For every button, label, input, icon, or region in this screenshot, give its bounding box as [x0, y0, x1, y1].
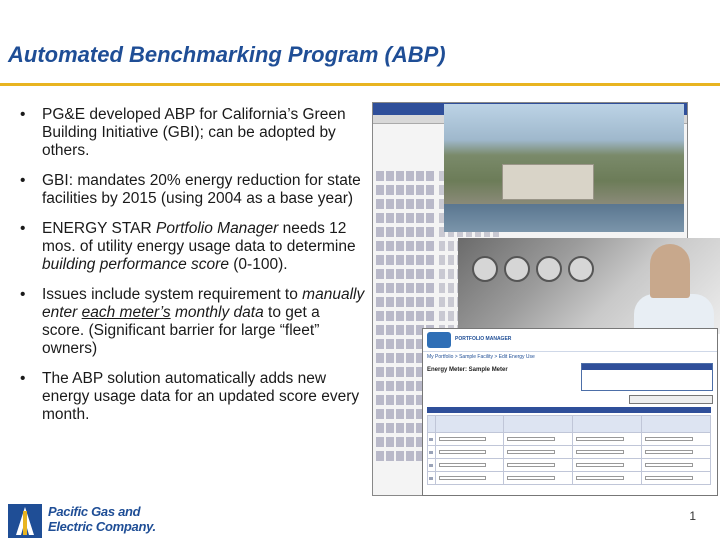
- bullet-segment: Issues include system requirement to: [42, 286, 303, 303]
- bullet-segment: to get a score. (Significant barrier for large “fleet” owners): [42, 304, 320, 357]
- bullet-segment: Portfolio Manager: [155, 220, 279, 237]
- bullet-dot-icon: •: [20, 172, 26, 189]
- bullet-segment: monthly data: [170, 304, 264, 321]
- bullet-text: [42, 286, 364, 357]
- energy-star-logo-icon: [427, 332, 451, 348]
- bullet-segment: needs 12 mos. of utility energy usage data to determine: [42, 220, 356, 255]
- bullet-text: [42, 220, 356, 273]
- bullet-dot-icon: •: [20, 370, 26, 387]
- meter-info-box: [581, 363, 713, 391]
- bullet-item: [20, 106, 365, 160]
- meter-dial-icon: [568, 256, 594, 282]
- bay-water: [444, 204, 684, 232]
- bullet-segment: manually: [302, 286, 365, 303]
- bullet-segment: The ABP solution automatically adds new energy usage data for an updated score every month.: [42, 370, 360, 423]
- breadcrumb: My Portfolio > Sample Facility > Edit Energy Use: [427, 354, 535, 360]
- pge-company-name: [48, 504, 156, 534]
- screenshot-collage: [372, 102, 720, 494]
- bullet-item: [20, 220, 365, 274]
- bullet-segment: ENERGY STAR: [42, 220, 156, 237]
- energy-use-table: [427, 415, 711, 485]
- pge-name-line1: Pacific Gas and: [48, 504, 141, 519]
- bullet-segment: enter: [42, 304, 82, 321]
- bullet-segment: each meter’s: [81, 304, 171, 321]
- meter-dial-icon: [472, 256, 498, 282]
- bullet-dot-icon: •: [20, 220, 26, 237]
- bullet-item: [20, 286, 365, 358]
- bullet-item: [20, 172, 365, 208]
- meter-technician-photo: [458, 238, 720, 334]
- bullet-item: [20, 370, 365, 424]
- meter-title: Energy Meter: Sample Meter: [427, 367, 508, 373]
- pge-name-line2: Electric Company.: [48, 519, 156, 534]
- portfolio-manager-label: PORTFOLIO MANAGER: [455, 336, 512, 342]
- pge-logo: [8, 502, 158, 538]
- title-divider: [0, 83, 720, 86]
- bullet-dot-icon: •: [20, 286, 26, 303]
- bullet-segment: PG&E developed ABP for California’s Green Building Initiative (GBI); can be adopted by others.: [42, 106, 346, 159]
- portfolio-manager-screenshot: [422, 328, 718, 496]
- meter-dial-icon: [536, 256, 562, 282]
- page-number: 1: [689, 509, 696, 523]
- bullet-segment: (0-100).: [228, 256, 288, 273]
- aerial-facility-photo: [444, 104, 684, 232]
- meter-dial-icon: [504, 256, 530, 282]
- pge-logo-icon: [8, 504, 42, 538]
- bullet-text: [42, 172, 361, 207]
- slide-title: Automated Benchmarking Program (ABP): [8, 42, 446, 67]
- facility-building: [502, 164, 594, 200]
- bullet-text: [42, 106, 346, 159]
- download-button: [629, 395, 713, 404]
- portfolio-header: [423, 329, 717, 352]
- technician-head: [650, 244, 690, 298]
- bullet-list: [20, 106, 365, 436]
- bullet-text: [42, 370, 359, 423]
- bullet-segment: GBI: mandates 20% energy reduction for state facilities by 2015 (using 2004 as a base year): [42, 172, 361, 207]
- bullet-dot-icon: •: [20, 106, 26, 123]
- energy-table-header: [427, 407, 711, 413]
- bullet-segment: building performance score: [42, 256, 229, 273]
